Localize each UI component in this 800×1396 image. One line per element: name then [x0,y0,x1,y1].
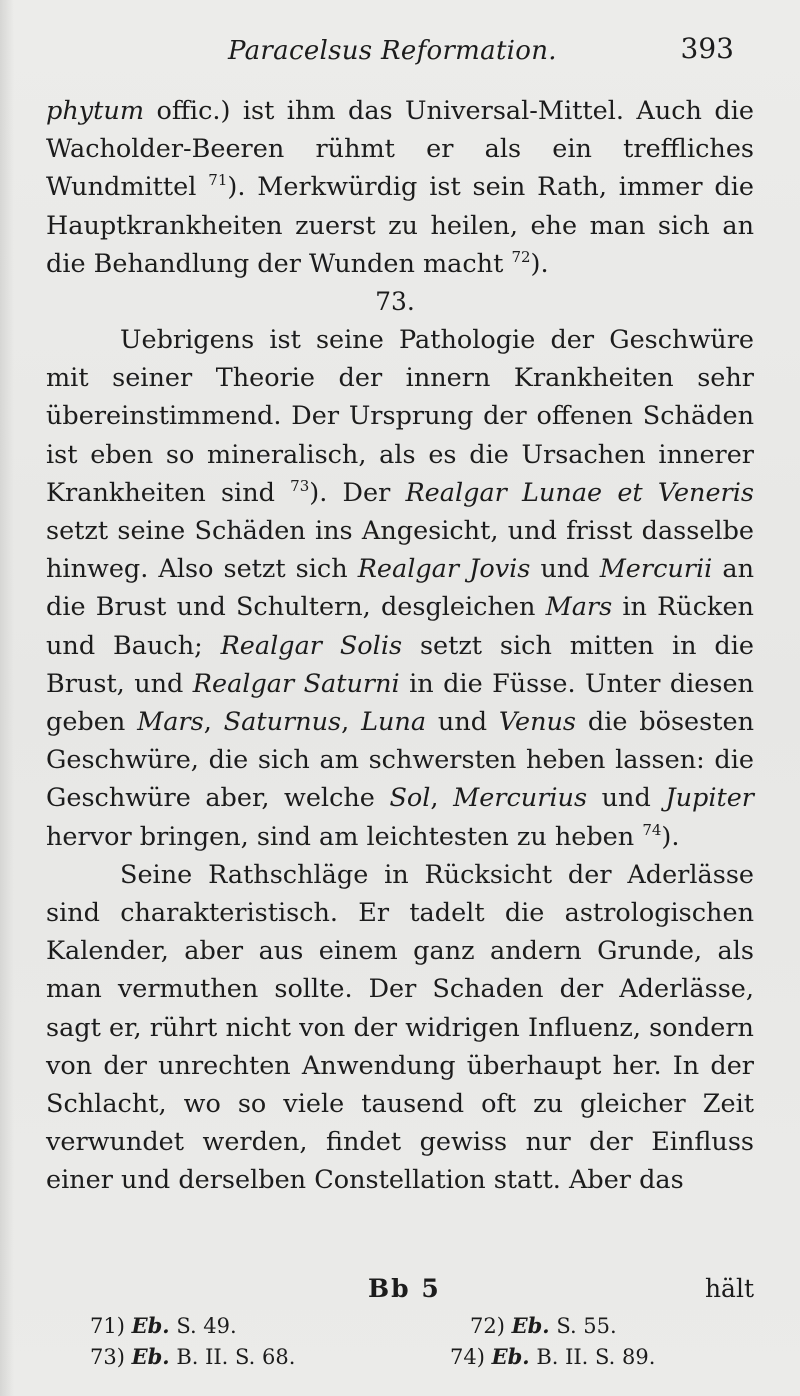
text-span: in die Füsse. Unter diesen geben [46,668,754,738]
text-span: ). Der [309,477,406,508]
footnote-number: 74) [450,1345,485,1369]
text-span: Realgar Lunae et Veneris [405,477,754,508]
text-span: und [587,783,666,814]
text-span: , [430,783,454,814]
text-span: hervor bringen, sind am leichtesten zu heben [46,821,643,852]
text-span: Luna [361,707,427,738]
footnote-74 [450,1341,655,1373]
footnote-ref: B. II. S. 68. [176,1345,296,1369]
text-span: in Rücken und Bauch; [46,592,754,661]
footnote-ref-72: 72 [511,247,531,266]
text-span: Mercurius [453,783,588,814]
footnote-71 [90,1310,237,1342]
text-span: offic.) ist ihm das Universal-Mittel. Auch die Wacholder-Beeren rühmt er als ein treffliches Wundmittel [46,96,754,203]
paragraph-1 [46,92,754,283]
text-span: ). Merkwürdig ist sein Rath, immer die Hauptkrankheiten zuerst zu heilen, ehe man sich an die Behandlung der Wunden macht [46,172,754,279]
text-span: , [341,707,362,738]
running-head: Paracelsus Reformation. [228,36,557,66]
text-span: Mars [545,592,613,623]
page-gutter-shadow [0,0,14,1396]
footnote-ref: B. II. S. 89. [536,1345,656,1369]
footnote-ref-74: 74 [642,820,662,839]
footnote-abbr: Eb. [491,1344,530,1369]
text-span: und [426,707,499,738]
footnote-ref-73: 73 [290,476,310,495]
text-span: Realgar Solis [220,630,403,661]
paragraph-2 [46,321,754,856]
paragraph-3: Seine Rathschläge in Rücksicht der Aderlässe sind charakteristisch. Er tadelt die astrologischen Kalender, aber aus einem ganz andern Grunde, als man vermuthen sollte. Der Schaden der Aderlässe, sagt er, rührt nicht von der widrigen Influenz, sondern von der unrechten Anwendung überhaupt her. In der Schlacht, wo so viele tausend oft zu gleicher Zeit verwundet werden, findet gewiss nur der Einfluss einer und derselben Constellation statt. Aber das [46,859,754,1196]
text-span: setzt sich mitten in die Brust, und [46,630,754,699]
footnote-ref-71: 71 [208,171,228,190]
footnote-72 [470,1310,617,1342]
text-span: und [530,554,600,585]
text-span: Mercurii [599,554,713,585]
section-number: 73. [375,287,415,317]
body-text [46,92,754,1200]
page-number: 393 [680,32,734,65]
signature-mark: Bb 5 [368,1274,441,1303]
text-span: Jupiter [665,783,754,814]
text-span: an die Brust und Schultern, desgleichen [46,554,754,623]
text-span: ). [661,821,680,852]
text-span: Realgar Jovis [357,554,531,585]
text-span: Sol [389,783,431,814]
catchword: hält [704,1274,754,1303]
footnote-abbr: Eb. [131,1313,170,1338]
footnote-ref: S. 49. [176,1314,237,1338]
text-span: , [203,707,224,738]
text-span: die bösesten Geschwüre, die sich am schwersten heben lassen: die Geschwüre aber, welche [46,707,754,814]
footnote-ref: S. 55. [556,1314,617,1338]
text-span: Mars [137,707,204,738]
footnote-abbr: Eb. [131,1344,170,1369]
text-span: phytum [46,96,145,126]
footnote-abbr: Eb. [511,1313,550,1338]
footnote-73 [90,1341,295,1373]
page-header [0,30,800,76]
footnote-number: 72) [470,1314,505,1338]
text-span: Saturnus [223,707,342,738]
footnote-number: 71) [90,1314,125,1338]
signature-row [46,1270,754,1306]
footnote-number: 73) [90,1345,125,1369]
text-span: ). [530,248,549,279]
text-span: Venus [498,707,577,738]
text-span: Uebrigens ist seine Pathologie der Geschwüre mit seiner Theorie der innern Krankheiten sehr übereinstimmend. Der Ursprung der offenen Schäden ist eben so mineralisch, als es die Ursachen innerer Krankheiten sind [46,325,754,508]
text-span: Realgar Saturni [192,668,400,699]
text-span: setzt seine Schäden ins Angesicht, und frisst dasselbe hinweg. Also setzt sich [46,516,754,585]
